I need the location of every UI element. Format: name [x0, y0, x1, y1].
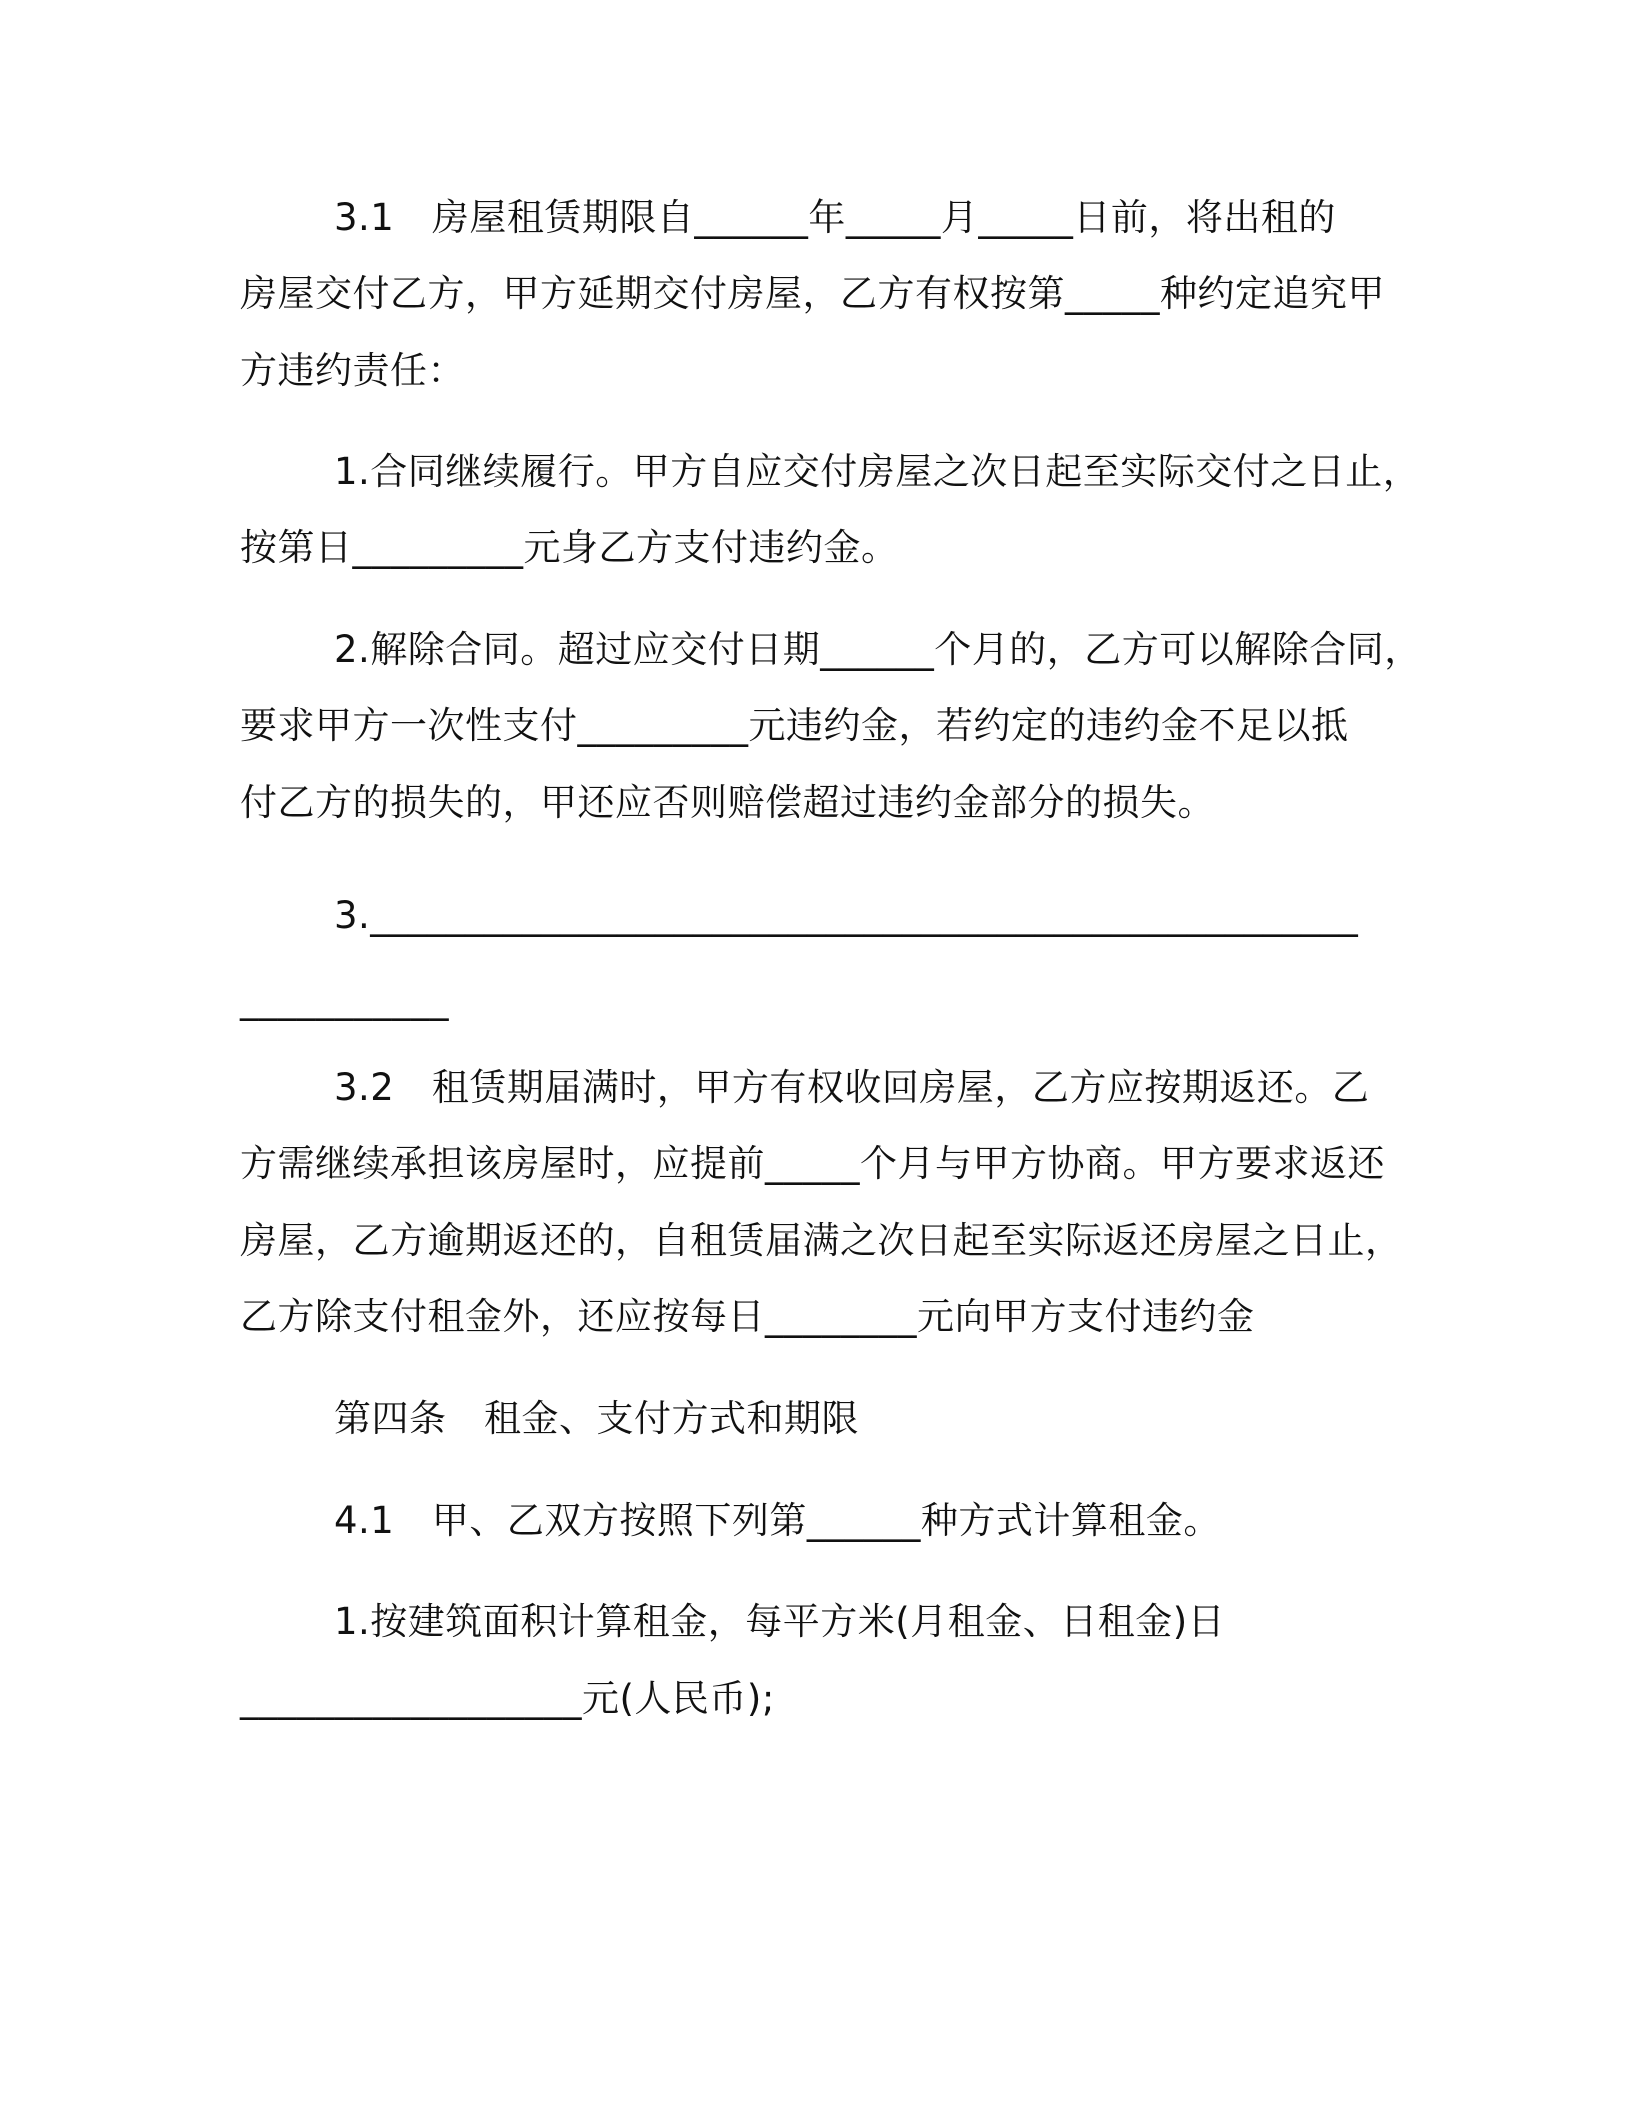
- clause-3-2-line-1: 3.2 租赁期届满时，甲方有权收回房屋，乙方应按期返还。乙: [334, 1066, 1370, 1109]
- option-3-line-1: 3.____________________________________________________: [334, 894, 1359, 937]
- option-1-line-2: 按第日_________元身乙方支付违约金。: [240, 526, 899, 569]
- clause-3-1-line-2: 房屋交付乙方，甲方延期交付房屋，乙方有权按第_____种约定追究甲: [240, 272, 1385, 315]
- clause-3-1-line-3: 方违约责任：: [240, 349, 465, 392]
- clause-3-1-line-1: 3.1 房屋租赁期限自______年_____月_____日前，将出租的: [334, 196, 1336, 239]
- option-2-line-2: 要求甲方一次性支付_________元违约金，若约定的违约金不足以抵: [240, 704, 1349, 747]
- article-4-heading: 第四条 租金、支付方式和期限: [334, 1397, 859, 1440]
- clause-3-2-line-4: 乙方除支付租金外，还应按每日________元向甲方支付违约金: [240, 1295, 1255, 1338]
- clause-4-1-line: 4.1 甲、乙双方按照下列第______种方式计算租金。: [334, 1499, 1221, 1542]
- option-2-line-1: 2.解除合同。超过应交付日期______个月的，乙方可以解除合同，: [334, 628, 1422, 671]
- option-1-line-1: 1.合同继续履行。甲方自应交付房屋之次日起至实际交付之日止，: [334, 450, 1421, 493]
- option-3-line-2: ___________: [240, 978, 449, 1021]
- clause-3-2-line-3: 房屋，乙方逾期返还的，自租赁届满之次日起至实际返还房屋之日止，: [240, 1219, 1403, 1262]
- option-2-line-3: 付乙方的损失的，甲还应否则赔偿超过违约金部分的损失。: [240, 781, 1215, 824]
- clause-3-2-line-2: 方需继续承担该房屋时，应提前_____个月与甲方协商。甲方要求返还: [240, 1142, 1385, 1185]
- method-1-line-2: __________________元(人民币);: [240, 1677, 775, 1720]
- method-1-line-1: 1.按建筑面积计算租金，每平方米(月租金、日租金)日: [334, 1600, 1226, 1643]
